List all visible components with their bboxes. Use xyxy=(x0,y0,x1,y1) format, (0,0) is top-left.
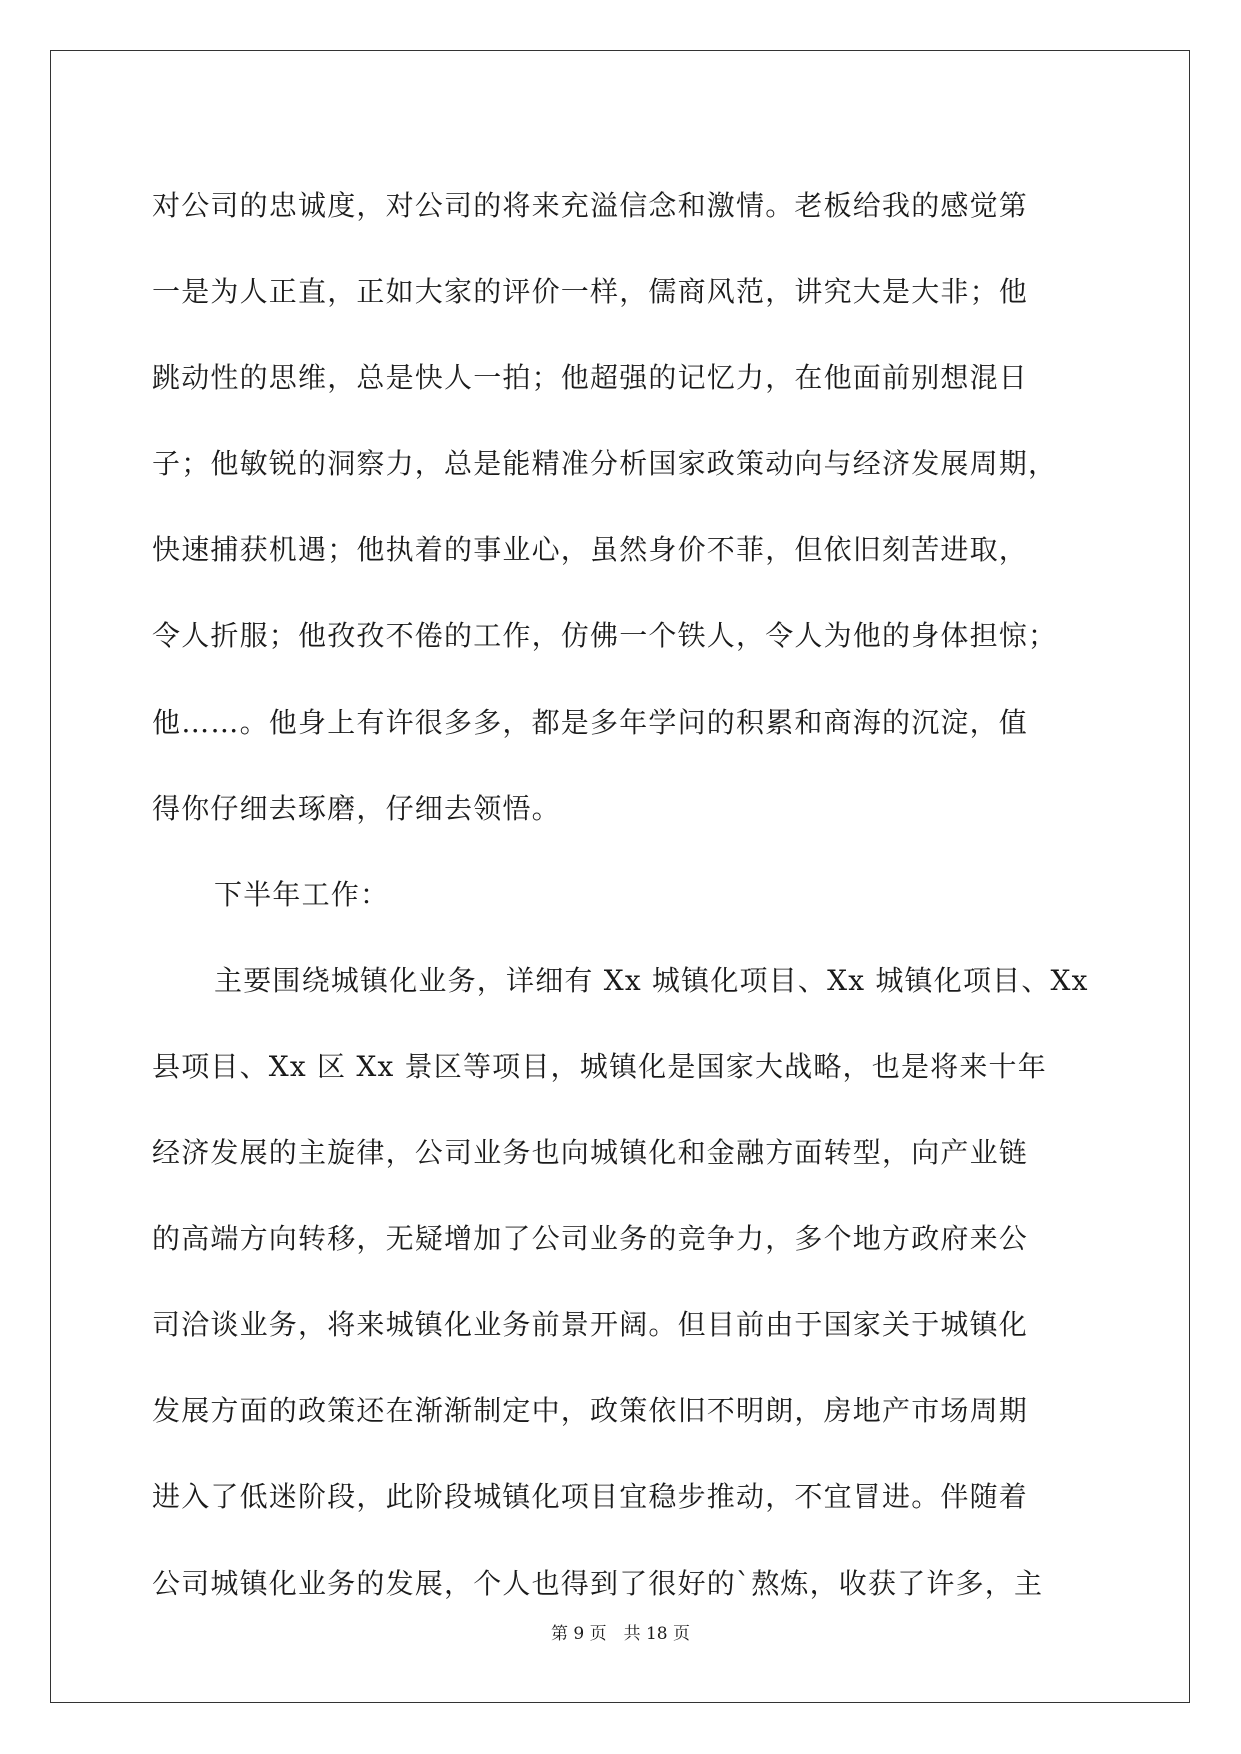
text-line: 得你仔细去琢磨，仔细去领悟。 xyxy=(152,791,561,825)
text-line: 公司城镇化业务的发展，个人也得到了很好的`熬炼，收获了许多，主 xyxy=(152,1566,1044,1600)
text-line: 一是为人正直，正如大家的评价一样，儒商风范，讲究大是大非；他 xyxy=(152,275,1029,309)
text-line: 发展方面的政策还在渐渐制定中，政策依旧不明朗，房地产市场周期 xyxy=(152,1394,1029,1428)
text-line: 跳动性的思维，总是快人一拍；他超强的记忆力，在他面前别想混日 xyxy=(152,361,1029,395)
text-line: 他……。他身上有许很多多，都是多年学问的积累和商海的沉淀，值 xyxy=(152,705,1029,739)
document-body xyxy=(152,163,1092,1627)
text-line: 子；他敏锐的洞察力，总是能精准分析国家政策动向与经济发展周期， xyxy=(152,447,1058,481)
text-line: 司洽谈业务，将来城镇化业务前景开阔。但目前由于国家关于城镇化 xyxy=(152,1308,1029,1342)
text-line: 对公司的忠诚度，对公司的将来充溢信念和激情。老板给我的感觉第 xyxy=(152,189,1029,222)
text-line: 的高端方向转移，无疑增加了公司业务的竞争力，多个地方政府来公 xyxy=(152,1222,1029,1256)
text-line: 令人折服；他孜孜不倦的工作，仿佛一个铁人，令人为他的身体担惊； xyxy=(152,619,1058,653)
text-line: 县项目、Xx 区 Xx 景区等项目，城镇化是国家大战略，也是将来十年 xyxy=(152,1049,1047,1083)
section-heading: 下半年工作： xyxy=(214,877,390,911)
text-line: 主要围绕城镇化业务，详细有 Xx 城镇化项目、Xx 城镇化项目、Xx xyxy=(214,963,1089,997)
text-line: 快速捕获机遇；他执着的事业心，虽然身价不菲，但依旧刻苦进取， xyxy=(152,533,1029,567)
text-line: 经济发展的主旋律，公司业务也向城镇化和金融方面转型，向产业链 xyxy=(152,1136,1029,1170)
page-number: 第 9 页 共 18 页 xyxy=(550,1624,691,1644)
text-line: 进入了低迷阶段，此阶段城镇化项目宜稳步推动，不宜冒进。伴随着 xyxy=(152,1480,1029,1514)
